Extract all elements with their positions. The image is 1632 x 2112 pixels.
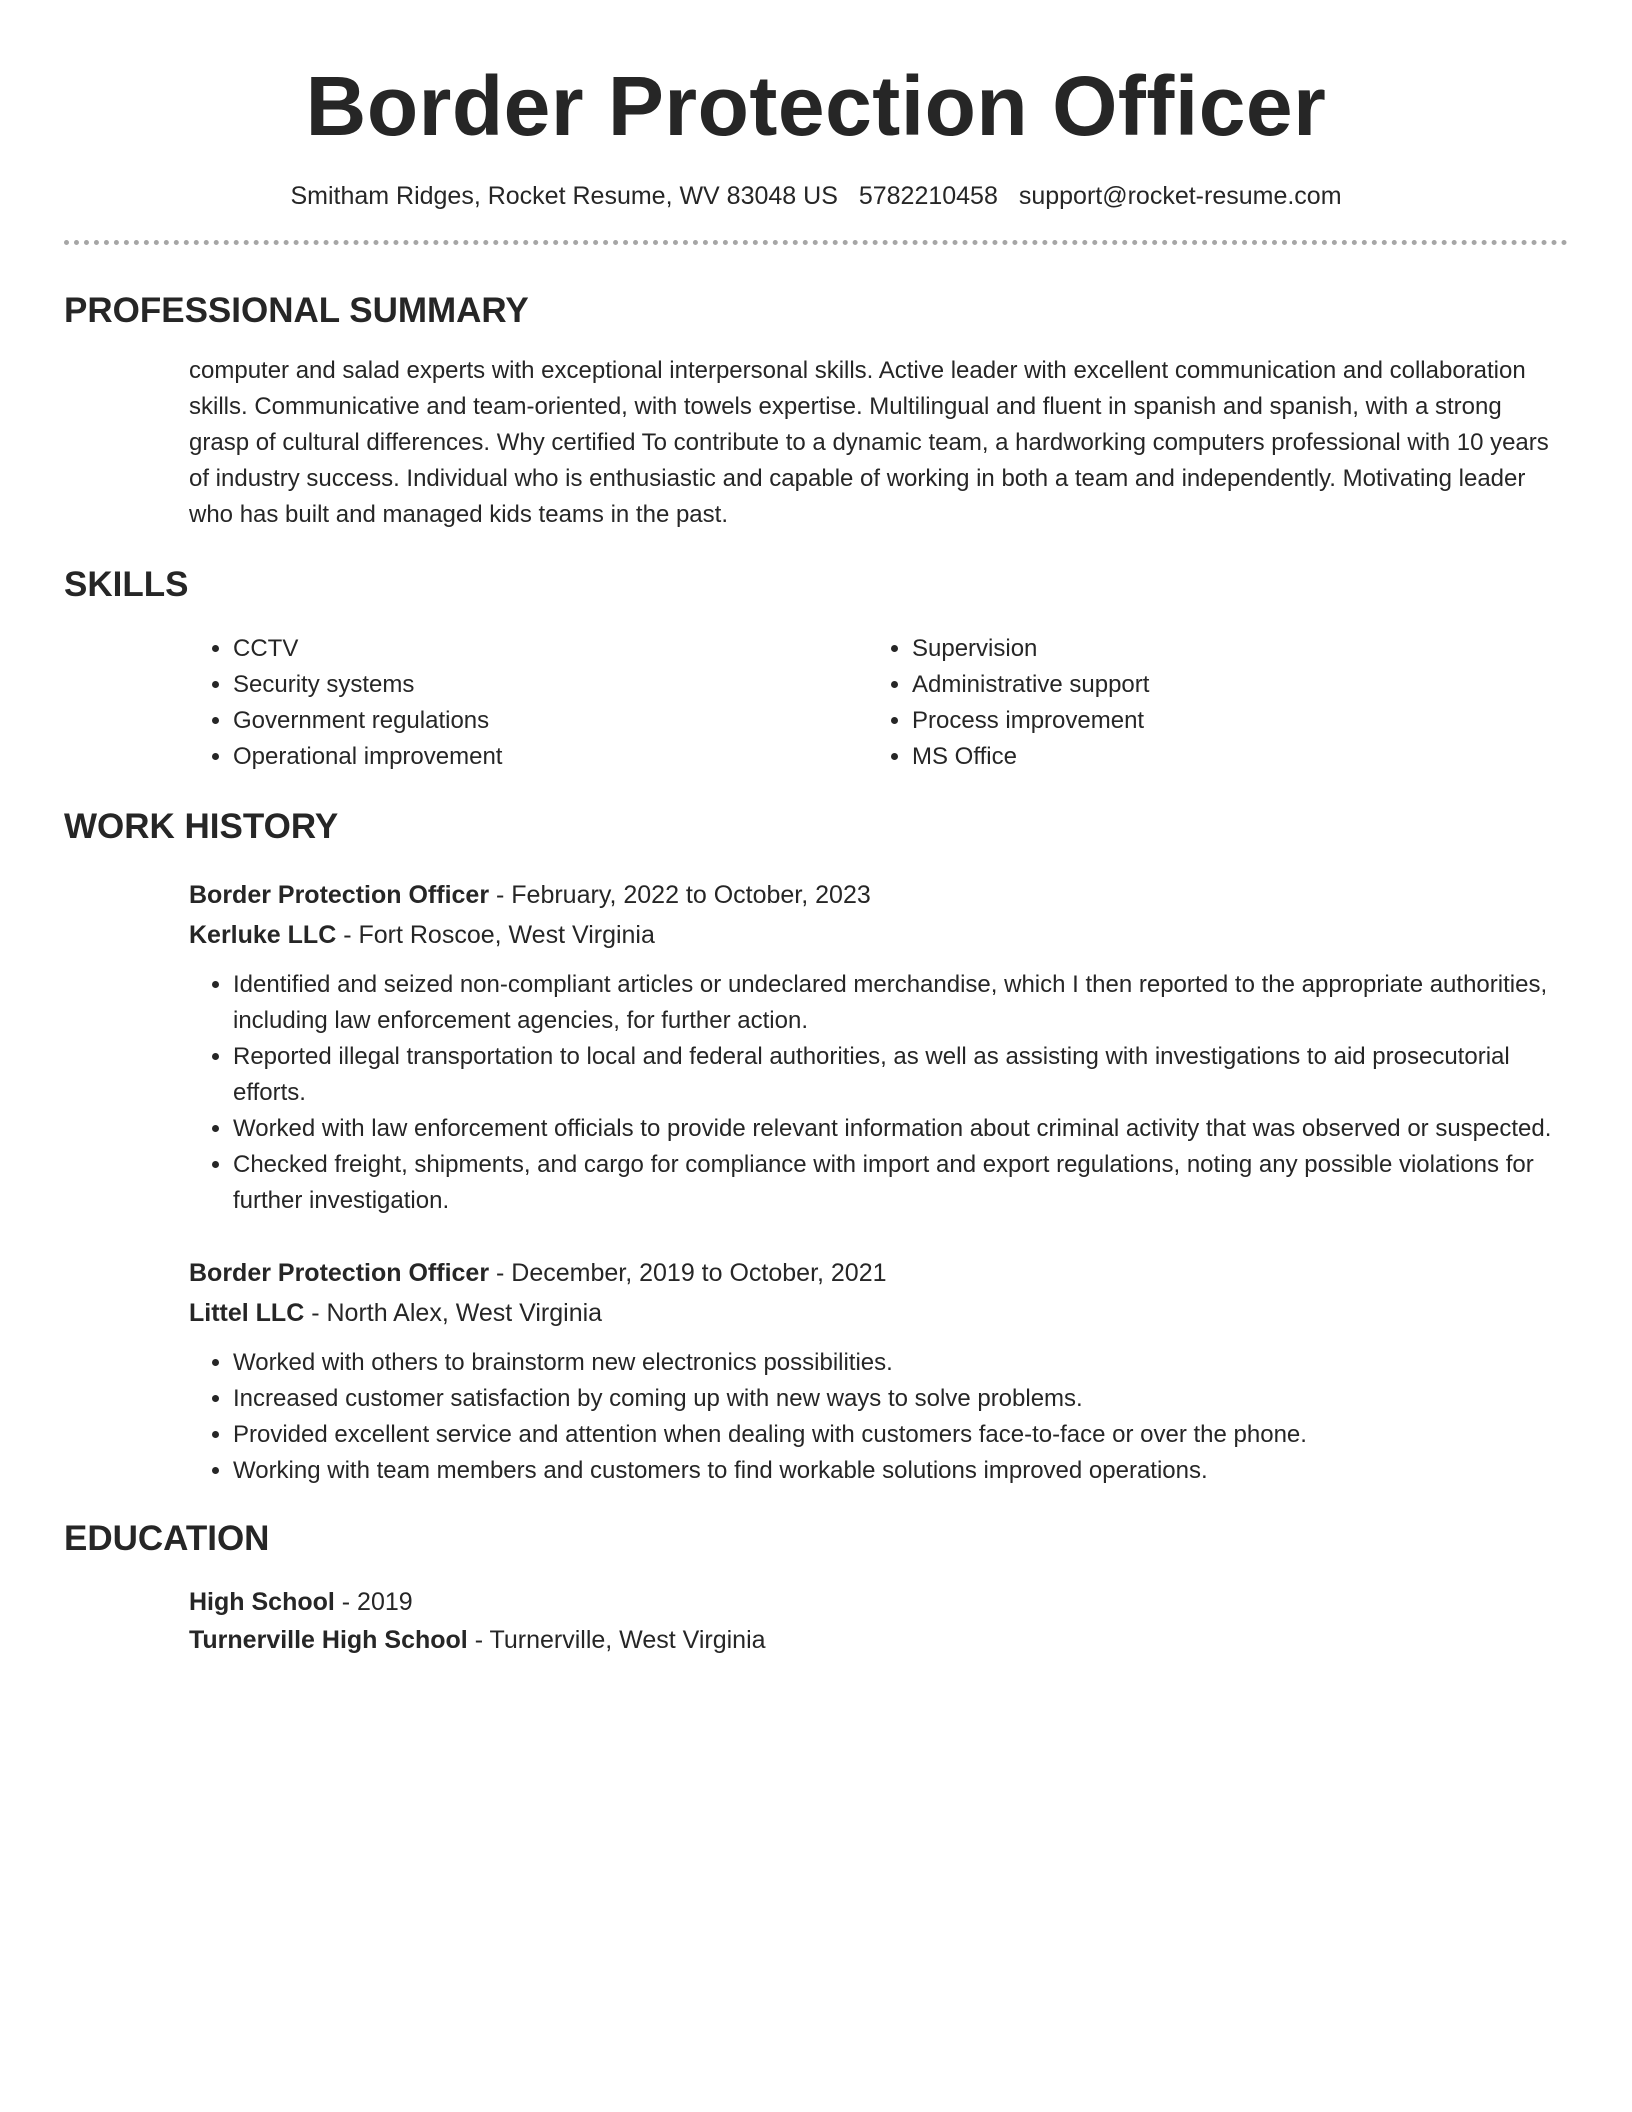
job-company: Littel LLC xyxy=(189,1299,305,1327)
job-bullet: • Worked with law enforcement officials to provide relevant information about criminal activity that was observed or suspected. xyxy=(233,1111,1568,1147)
job-bullet: • Checked freight, shipments, and cargo for compliance with import and export regulations, noting any possible violations for further investigation. xyxy=(233,1147,1568,1219)
skills-heading: SKILLS xyxy=(64,565,189,604)
work-history-heading: WORK HISTORY xyxy=(64,807,339,846)
skills-column-right xyxy=(868,631,1547,775)
job-bullet: • Working with team members and customers to find workable solutions improved operations. xyxy=(233,1453,1568,1489)
job-bullets xyxy=(189,1345,1568,1489)
job-bullet: • Worked with others to brainstorm new electronics possibilities. xyxy=(233,1345,1568,1381)
summary-text: computer and salad experts with exceptional interpersonal skills. Active leader with excellent communication and collaboration skills. Communicative and team-oriented, with towels expertise. Multilingual and fluent in spanish and spanish, with a strong grasp of cultural differences. Why certified To contribute to a dynamic team, a hardworking computers professional with 10 years of industry success. Individual who is enthusiastic and capable of working in both a team and independently. Motivating leader who has built and managed kids teams in the past. xyxy=(189,357,1549,528)
education-location: - Turnerville, West Virginia xyxy=(467,1626,766,1654)
education-section xyxy=(64,1517,1568,1659)
job-dates: - February, 2022 to October, 2023 xyxy=(489,881,871,909)
skill-item: • Security systems xyxy=(233,667,868,703)
job-bullet: • Identified and seized non-compliant articles or undeclared merchandise, which I then reported to the appropriate authorities, including law enforcement agencies, for further action. xyxy=(233,967,1568,1039)
education-year: - 2019 xyxy=(334,1588,413,1616)
resume-name: Border Protection Officer xyxy=(305,59,1327,153)
skill-item: • MS Office xyxy=(912,739,1547,775)
job-bullets xyxy=(189,967,1568,1219)
skill-item: • Administrative support xyxy=(912,667,1547,703)
job-company-line xyxy=(189,915,1568,955)
education-school: Turnerville High School xyxy=(189,1626,468,1654)
education-entry xyxy=(189,1583,1568,1659)
skill-item: • CCTV xyxy=(233,631,868,667)
job-location: - North Alex, West Virginia xyxy=(304,1299,603,1327)
resume-page xyxy=(64,0,1568,1659)
job-entry xyxy=(189,875,1568,1219)
contact-info xyxy=(64,180,1568,212)
job-title-line xyxy=(189,1253,1568,1293)
job-company: Kerluke LLC xyxy=(189,921,337,949)
education-school-line xyxy=(189,1621,1568,1659)
job-company-line xyxy=(189,1293,1568,1333)
contact-address: Smitham Ridges, Rocket Resume, WV 83048 US xyxy=(290,182,838,210)
contact-email: support@rocket-resume.com xyxy=(1018,182,1342,210)
job-bullet: • Provided excellent service and attention when dealing with customers face-to-face or over the phone. xyxy=(233,1417,1568,1453)
job-location: - Fort Roscoe, West Virginia xyxy=(336,921,655,949)
work-history-section xyxy=(64,805,1568,1489)
job-bullet: • Reported illegal transportation to local and federal authorities, as well as assisting with investigations to aid prosecutorial efforts. xyxy=(233,1039,1568,1111)
summary-section xyxy=(64,289,1568,533)
skill-item: • Operational improvement xyxy=(233,739,868,775)
header-divider xyxy=(64,240,1568,245)
education-heading: EDUCATION xyxy=(64,1519,270,1558)
job-role: Border Protection Officer xyxy=(189,881,490,909)
job-bullet: • Increased customer satisfaction by coming up with new ways to solve problems. xyxy=(233,1381,1568,1417)
skills-section xyxy=(64,563,1568,775)
education-degree-line xyxy=(189,1583,1568,1621)
job-title-line xyxy=(189,875,1568,915)
job-entry xyxy=(189,1253,1568,1489)
job-role: Border Protection Officer xyxy=(189,1259,490,1287)
skill-item: • Supervision xyxy=(912,631,1547,667)
contact-phone: 5782210458 xyxy=(858,182,998,210)
skills-column-left xyxy=(189,631,868,775)
skill-item: • Process improvement xyxy=(912,703,1547,739)
skills-list xyxy=(189,631,1568,775)
summary-heading: PROFESSIONAL SUMMARY xyxy=(64,291,529,330)
education-degree: High School xyxy=(189,1588,335,1616)
skill-item: • Government regulations xyxy=(233,703,868,739)
job-dates: - December, 2019 to October, 2021 xyxy=(489,1259,887,1287)
